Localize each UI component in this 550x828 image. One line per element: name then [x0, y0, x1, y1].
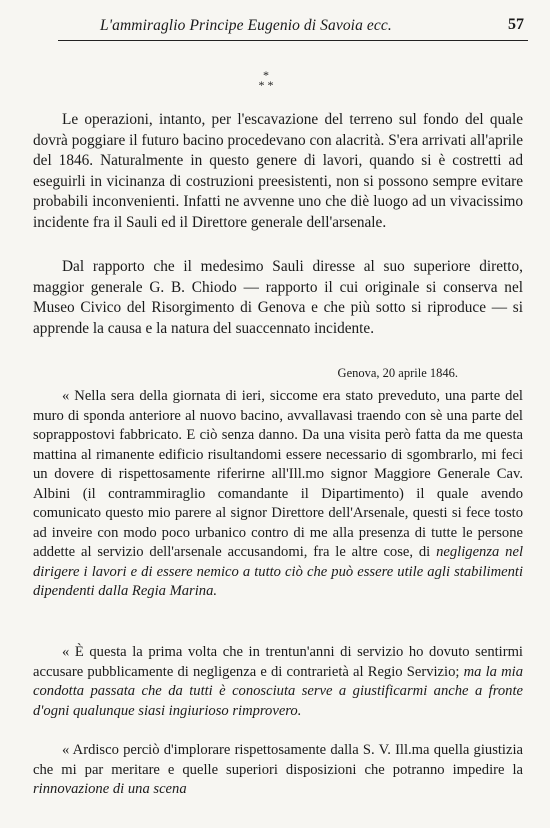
letter-paragraph-2-text: « È questa la prima volta che in trentun'anni di servizio ho dovuto sentirmi accusare pubblicamente di negligenza e di contrarietà al Regio Servizio;	[33, 644, 523, 680]
page-header	[58, 10, 528, 41]
letter-paragraph-1-italic: negligenza nel dirigere i lavori e di essere nemico a tutto ciò che può essere utile agli stabilimenti dipendenti dalla Regia Marina.	[33, 544, 523, 599]
letter-paragraph-1-text: « Nella sera della giornata di ieri, siccome era stato preveduto, una parte del muro di sponda anteriore al nuovo bacino, avvallavasi traendo con sè una parte del soprappostovi fabbricato. E ciò senza danno. Da una visita però fatta da me questa mattina al rimanente edificio risultandomi essere necessario di sgombrarlo, mi feci un dovere di rispettosamente riferirne all'Ill.mo signor Maggiore Generale Cav. Albini (il contrammiraglio comandante il Dipartimento) il quale avendo comunicato questo mio parere al signor Direttore dell'Arsenale, questi si fece tosto ad inveire con modo poco urbanico contro di me alla presenza di tutte le persone addette al servizio dell'arsenale accusandomi, fra le altre cose, di	[33, 388, 523, 560]
separator-star-top: *	[263, 68, 269, 82]
letter-paragraph-2	[33, 643, 523, 721]
letter-paragraph-3-text: « Ardisco perciò d'implorare rispettosamente dalla S. V. Ill.ma quella giustizia che mi par meritare e quelle superiori disposizioni che potranno impedire la	[33, 742, 523, 778]
letter-paragraph-2-italic: ma la mia condotta passata che da tutti è conosciuta serve a giustificarmi anche a fronte d'ogni qualunque siasi ingiurioso rimprovero.	[33, 663, 523, 719]
letter-paragraph-1	[33, 387, 523, 602]
page-number: 57	[508, 16, 524, 33]
letter-date: Genova, 20 aprile 1846.	[337, 366, 458, 380]
separator-stars-bottom: * *	[258, 78, 274, 92]
letter-paragraph-3	[33, 741, 523, 800]
running-title: L'ammiraglio Principe Eugenio di Savoia ecc.	[100, 17, 392, 34]
letter-paragraph-3-italic: rinnovazione di una scena	[33, 781, 187, 797]
body-paragraph-2: Dal rapporto che il medesimo Sauli diresse al suo superiore diretto, maggior generale G. B. Chiodo — rapporto il cui originale si conserva nel Museo Civico del Risorgimento di Genova e che più sotto si riproduce — si apprende la causa e la natura del suaccennato incidente.	[33, 258, 523, 337]
body-paragraph-1: Le operazioni, intanto, per l'escavazione del terreno sul fondo del quale dovrà poggiare il futuro bacino procedevano con alacrità. S'era arrivati all'aprile del 1846. Naturalmente in questo genere di lavori, quando si è costretti ad eseguirli in vicinanza di costruzioni preesistenti, non si possono sempre evitare probabili inconvenienti. Infatti ne avvenne uno che diè luogo ad un vivacissimo incidente fra il Sauli ed il Direttore generale dell'arsenale.	[33, 111, 523, 231]
section-separator	[251, 70, 281, 94]
